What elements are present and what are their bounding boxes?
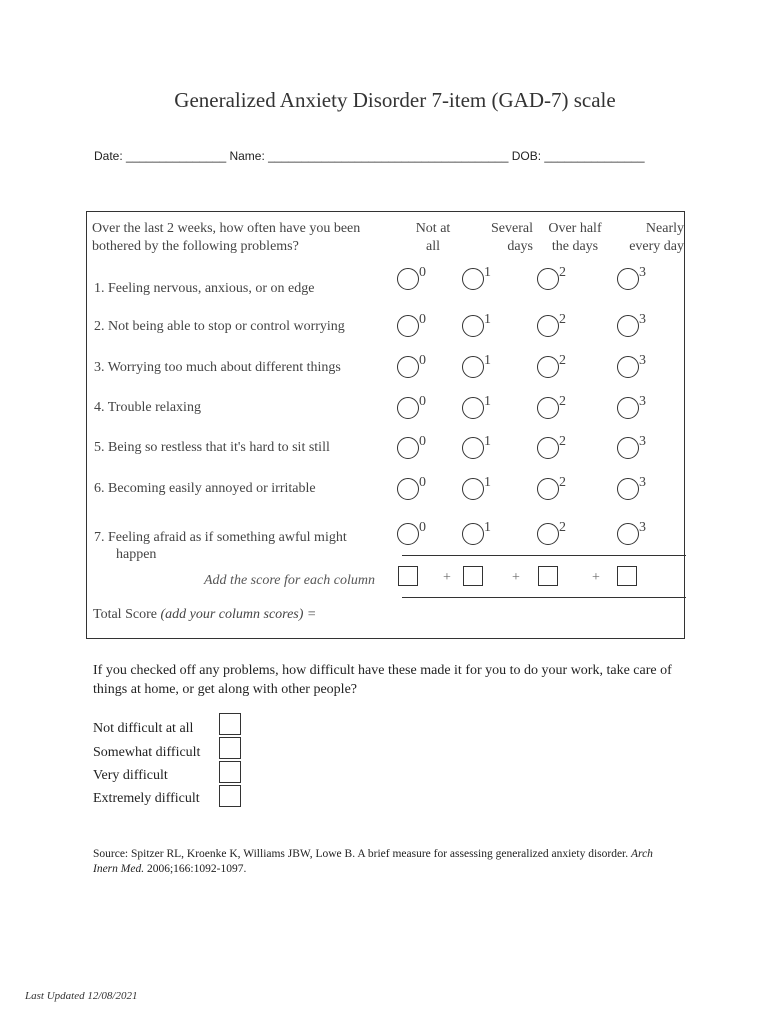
divider-line — [402, 555, 686, 556]
option-score: 2 — [559, 312, 566, 327]
option-score: 3 — [639, 312, 646, 327]
option-score: 1 — [484, 520, 491, 535]
option-score: 3 — [639, 394, 646, 409]
item-4-option-0[interactable] — [397, 394, 431, 423]
item-7: 7. Feeling afraid as if something awful might — [94, 530, 347, 545]
difficulty-checkbox-not-difficult[interactable] — [219, 713, 241, 735]
difficulty-option-label: Very difficult — [93, 768, 168, 783]
column-score-box-2[interactable] — [538, 566, 558, 586]
option-score: 1 — [484, 312, 491, 327]
item-2-option-1[interactable] — [462, 312, 496, 341]
radio-circle[interactable] — [462, 478, 484, 500]
item-1-option-1[interactable] — [462, 265, 496, 294]
difficulty-option-label: Extremely difficult — [93, 791, 200, 806]
radio-circle[interactable] — [537, 523, 559, 545]
option-score: 2 — [559, 520, 566, 535]
item-4-option-2[interactable] — [537, 394, 571, 423]
radio-circle[interactable] — [617, 437, 639, 459]
option-score: 2 — [559, 353, 566, 368]
item-3-option-0[interactable] — [397, 353, 431, 382]
option-score: 2 — [559, 394, 566, 409]
item-1-option-2[interactable] — [537, 265, 571, 294]
option-score: 1 — [484, 394, 491, 409]
radio-circle[interactable] — [617, 523, 639, 545]
option-score: 3 — [639, 434, 646, 449]
option-score: 1 — [484, 265, 491, 280]
radio-circle[interactable] — [397, 478, 419, 500]
total-score-hint: (add your column scores) = — [160, 607, 317, 622]
radio-circle[interactable] — [462, 397, 484, 419]
item-3-option-1[interactable] — [462, 353, 496, 382]
column-score-box-3[interactable] — [617, 566, 637, 586]
item-5-option-2[interactable] — [537, 434, 571, 463]
radio-circle[interactable] — [617, 397, 639, 419]
option-score: 0 — [419, 475, 426, 490]
item-7-option-3[interactable] — [617, 520, 651, 549]
difficulty-option-label: Not difficult at all — [93, 721, 194, 736]
radio-circle[interactable] — [537, 356, 559, 378]
radio-circle[interactable] — [537, 478, 559, 500]
source-citation — [93, 847, 653, 877]
radio-circle[interactable] — [462, 315, 484, 337]
item-3: 3. Worrying too much about different things — [94, 360, 341, 375]
col-header-over-half: Over half the days — [548, 221, 602, 254]
radio-circle[interactable] — [462, 437, 484, 459]
option-score: 1 — [484, 475, 491, 490]
option-score: 0 — [419, 394, 426, 409]
option-score: 0 — [419, 265, 426, 280]
option-score: 2 — [559, 475, 566, 490]
option-score: 1 — [484, 434, 491, 449]
item-2-option-3[interactable] — [617, 312, 651, 341]
difficulty-checkbox-somewhat[interactable] — [219, 737, 241, 759]
option-score: 2 — [559, 434, 566, 449]
item-7-option-0[interactable] — [397, 520, 431, 549]
option-score: 1 — [484, 353, 491, 368]
item-6-option-0[interactable] — [397, 475, 431, 504]
item-3-option-3[interactable] — [617, 353, 651, 382]
item-2-option-0[interactable] — [397, 312, 431, 341]
option-score: 3 — [639, 475, 646, 490]
item-5-option-1[interactable] — [462, 434, 496, 463]
difficulty-checkbox-extremely[interactable] — [219, 785, 241, 807]
difficulty-option-label: Somewhat difficult — [93, 745, 201, 760]
date-name-dob-line[interactable]: Date: _______________ Name: ____________________________________ DOB: _______________ — [94, 149, 645, 163]
item-4-option-1[interactable] — [462, 394, 496, 423]
page-title: Generalized Anxiety Disorder 7-item (GAD-7) scale — [174, 88, 616, 112]
source-cite: 2006;166:1092-1097. — [146, 863, 247, 875]
item-6-option-2[interactable] — [537, 475, 571, 504]
radio-circle[interactable] — [462, 523, 484, 545]
col-header-nearly-every-day: Nearly every day — [629, 221, 684, 254]
column-score-box-1[interactable] — [463, 566, 483, 586]
item-5-option-0[interactable] — [397, 434, 431, 463]
radio-circle[interactable] — [397, 268, 419, 290]
last-updated: Last Updated 12/08/2021 — [25, 990, 138, 1002]
item-4-option-3[interactable] — [617, 394, 651, 423]
radio-circle[interactable] — [617, 356, 639, 378]
radio-circle[interactable] — [537, 315, 559, 337]
option-score: 0 — [419, 312, 426, 327]
item-3-option-2[interactable] — [537, 353, 571, 382]
option-score: 3 — [639, 520, 646, 535]
total-score-label: Total Score — [93, 607, 157, 622]
source-text: Source: Spitzer RL, Kroenke K, Williams JBW, Lowe B. A brief measure for assessing generalized anxiety disorder. — [93, 848, 629, 860]
radio-circle[interactable] — [397, 523, 419, 545]
plus-sign: + — [512, 570, 520, 585]
option-score: 0 — [419, 353, 426, 368]
radio-circle[interactable] — [397, 437, 419, 459]
item-1-option-3[interactable] — [617, 265, 651, 294]
radio-circle[interactable] — [537, 437, 559, 459]
column-score-box-0[interactable] — [398, 566, 418, 586]
plus-sign: + — [592, 570, 600, 585]
item-6: 6. Becoming easily annoyed or irritable — [94, 481, 316, 496]
col-header-not-at-all: Not at all — [415, 221, 451, 254]
item-6-option-3[interactable] — [617, 475, 651, 504]
item-7-continuation: happen — [116, 547, 157, 562]
option-score: 0 — [419, 520, 426, 535]
option-score: 2 — [559, 265, 566, 280]
radio-circle[interactable] — [397, 315, 419, 337]
radio-circle[interactable] — [537, 268, 559, 290]
difficulty-checkbox-very[interactable] — [219, 761, 241, 783]
radio-circle[interactable] — [397, 397, 419, 419]
question-intro: Over the last 2 weeks, how often have you been bothered by the following problems? — [92, 221, 361, 254]
option-score: 3 — [639, 353, 646, 368]
source-journal: Arch Inern Med. — [93, 848, 653, 875]
radio-circle[interactable] — [397, 356, 419, 378]
item-7-option-1[interactable] — [462, 520, 496, 549]
radio-circle[interactable] — [617, 478, 639, 500]
radio-circle[interactable] — [462, 356, 484, 378]
total-score-line[interactable] — [93, 607, 316, 623]
item-5: 5. Being so restless that it's hard to sit still — [94, 440, 330, 455]
radio-circle[interactable] — [537, 397, 559, 419]
option-score: 0 — [419, 434, 426, 449]
item-1: 1. Feeling nervous, anxious, or on edge — [94, 281, 315, 296]
radio-circle[interactable] — [617, 268, 639, 290]
item-2: 2. Not being able to stop or control worrying — [94, 319, 345, 334]
item-6-option-1[interactable] — [462, 475, 496, 504]
divider-line — [402, 597, 686, 598]
item-1-option-0[interactable] — [397, 265, 431, 294]
item-2-option-2[interactable] — [537, 312, 571, 341]
item-7-option-2[interactable] — [537, 520, 571, 549]
item-4: 4. Trouble relaxing — [94, 400, 201, 415]
difficulty-question: If you checked off any problems, how difficult have these made it for you to do your work, take care of things at home, or get along with other people? — [93, 663, 672, 697]
col-header-several-days: Several days — [491, 221, 533, 254]
item-5-option-3[interactable] — [617, 434, 651, 463]
add-score-label: Add the score for each column — [204, 573, 375, 588]
option-score: 3 — [639, 265, 646, 280]
radio-circle[interactable] — [462, 268, 484, 290]
radio-circle[interactable] — [617, 315, 639, 337]
plus-sign: + — [443, 570, 451, 585]
